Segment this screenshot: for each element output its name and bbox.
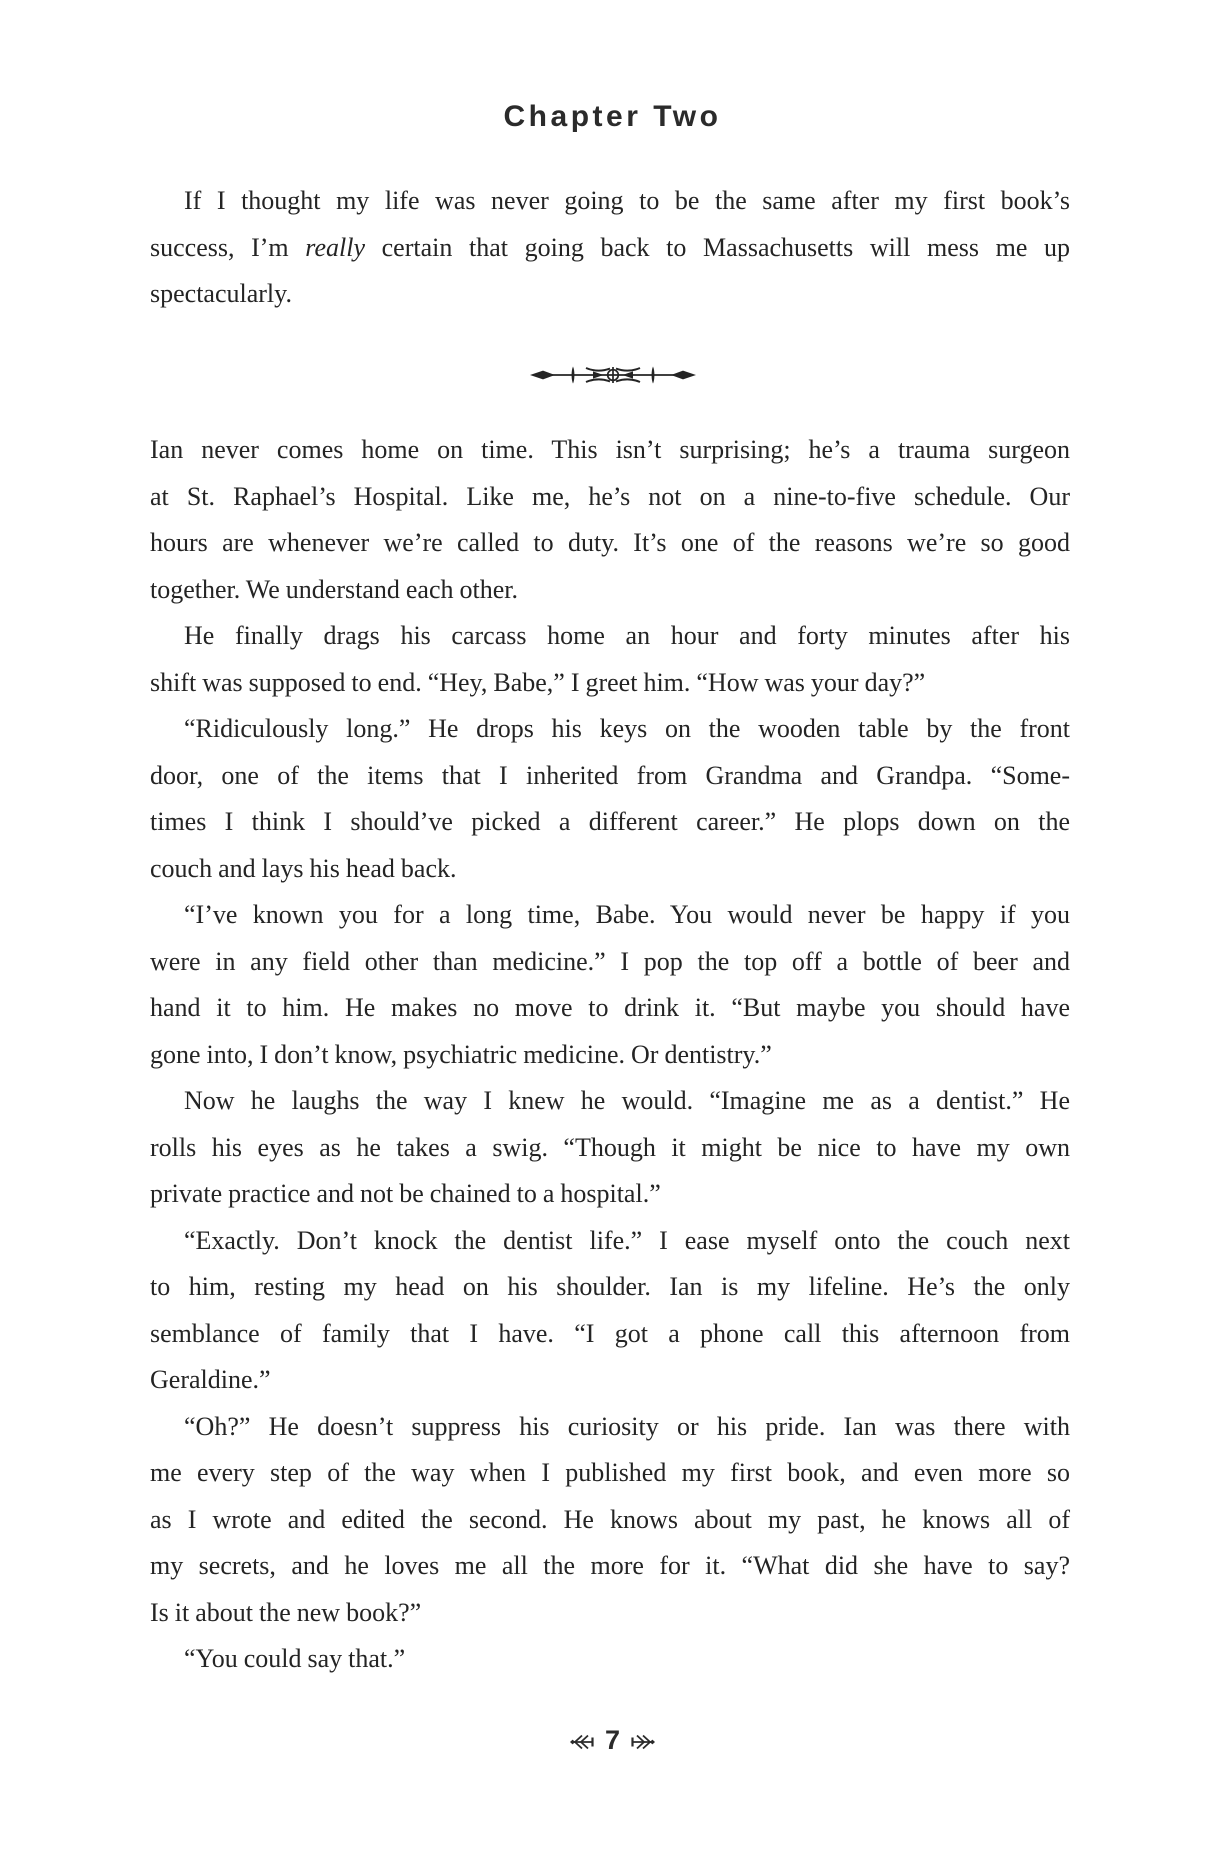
text-line: door, one of the items that I inherited from Grandma and Grandpa. “Some- bbox=[150, 760, 1070, 790]
text-line: “I’ve known you for a long time, Babe. You would never be happy if you bbox=[184, 900, 1070, 929]
paragraph bbox=[150, 1404, 1070, 1637]
scene-break-ornament-icon bbox=[528, 360, 698, 390]
paragraph bbox=[150, 613, 1070, 706]
page-number: 7 bbox=[604, 1725, 621, 1755]
paragraph bbox=[150, 1078, 1070, 1218]
chapter-title: Chapter Two bbox=[503, 100, 722, 133]
text-line: semblance of family that I have. “I got a phone call this afternoon from bbox=[150, 1318, 1070, 1348]
text-line: hours are whenever we’re called to duty. It’s one of the reasons we’re so good bbox=[150, 528, 1070, 557]
text-line: couch and lays his head back. bbox=[150, 853, 457, 883]
page-footer bbox=[0, 1727, 1225, 1756]
body-paragraphs bbox=[150, 427, 1070, 1683]
text-line: were in any field other than medicine.” I pop the top off a bottle of beer and bbox=[150, 946, 1070, 976]
text-line: Ian never comes home on time. This isn’t surprising; he’s a trauma surgeon bbox=[150, 435, 1070, 464]
paragraph bbox=[150, 427, 1070, 613]
paragraph bbox=[150, 706, 1070, 892]
scene-break bbox=[0, 360, 1225, 395]
text-line: Now he laughs the way I knew he would. “Imagine me as a dentist.” He bbox=[184, 1086, 1070, 1115]
text-line: spectacularly. bbox=[150, 279, 292, 308]
intro-paragraphs bbox=[150, 178, 1070, 318]
text-line: success, I’m really certain that going back to Massachusetts will mess me up bbox=[150, 232, 1071, 262]
paragraph bbox=[150, 1218, 1070, 1404]
text-line: together. We understand each other. bbox=[150, 574, 518, 604]
paragraph bbox=[150, 892, 1070, 1078]
paragraph bbox=[150, 1636, 1070, 1683]
text-line: times I think I should’ve picked a different career.” He plops down on the bbox=[150, 807, 1070, 836]
text-line: “You could say that.” bbox=[184, 1644, 406, 1673]
text-line: He finally drags his carcass home an hour and forty minutes after his bbox=[184, 621, 1070, 650]
text-line: rolls his eyes as he takes a swig. “Though it might be nice to have my own bbox=[150, 1132, 1070, 1162]
fleuron-right-icon bbox=[631, 1732, 655, 1752]
text-line: “Ridiculously long.” He drops his keys on the wooden table by the front bbox=[184, 714, 1070, 743]
text-line: private practice and not be chained to a hospital.” bbox=[150, 1179, 661, 1208]
text-line: my secrets, and he loves me all the more for it. “What did she have to say? bbox=[150, 1551, 1070, 1580]
text-line: as I wrote and edited the second. He knows about my past, he knows all of bbox=[150, 1504, 1070, 1534]
text-line: Is it about the new book?” bbox=[150, 1597, 422, 1627]
text-line: “Exactly. Don’t knock the dentist life.” I ease myself onto the couch next bbox=[184, 1225, 1070, 1255]
text-line: at St. Raphael’s Hospital. Like me, he’s not on a nine-to-five schedule. Our bbox=[150, 481, 1070, 511]
text-line: Geraldine.” bbox=[150, 1365, 271, 1394]
fleuron-left-icon bbox=[570, 1732, 594, 1752]
text-line: If I thought my life was never going to be the same after my first book’s bbox=[184, 186, 1070, 215]
text-line: gone into, I don’t know, psychiatric medicine. Or dentistry.” bbox=[150, 1039, 772, 1069]
text-line: “Oh?” He doesn’t suppress his curiosity or his pride. Ian was there with bbox=[184, 1411, 1070, 1441]
text-line: me every step of the way when I published my first book, and even more so bbox=[150, 1458, 1070, 1487]
text-line: to him, resting my head on his shoulder. Ian is my lifeline. He’s the only bbox=[150, 1272, 1070, 1301]
text-line: hand it to him. He makes no move to drink it. “But maybe you should have bbox=[150, 993, 1070, 1022]
paragraph bbox=[150, 178, 1070, 318]
text-line: shift was supposed to end. “Hey, Babe,” I greet him. “How was your day?” bbox=[150, 667, 926, 697]
